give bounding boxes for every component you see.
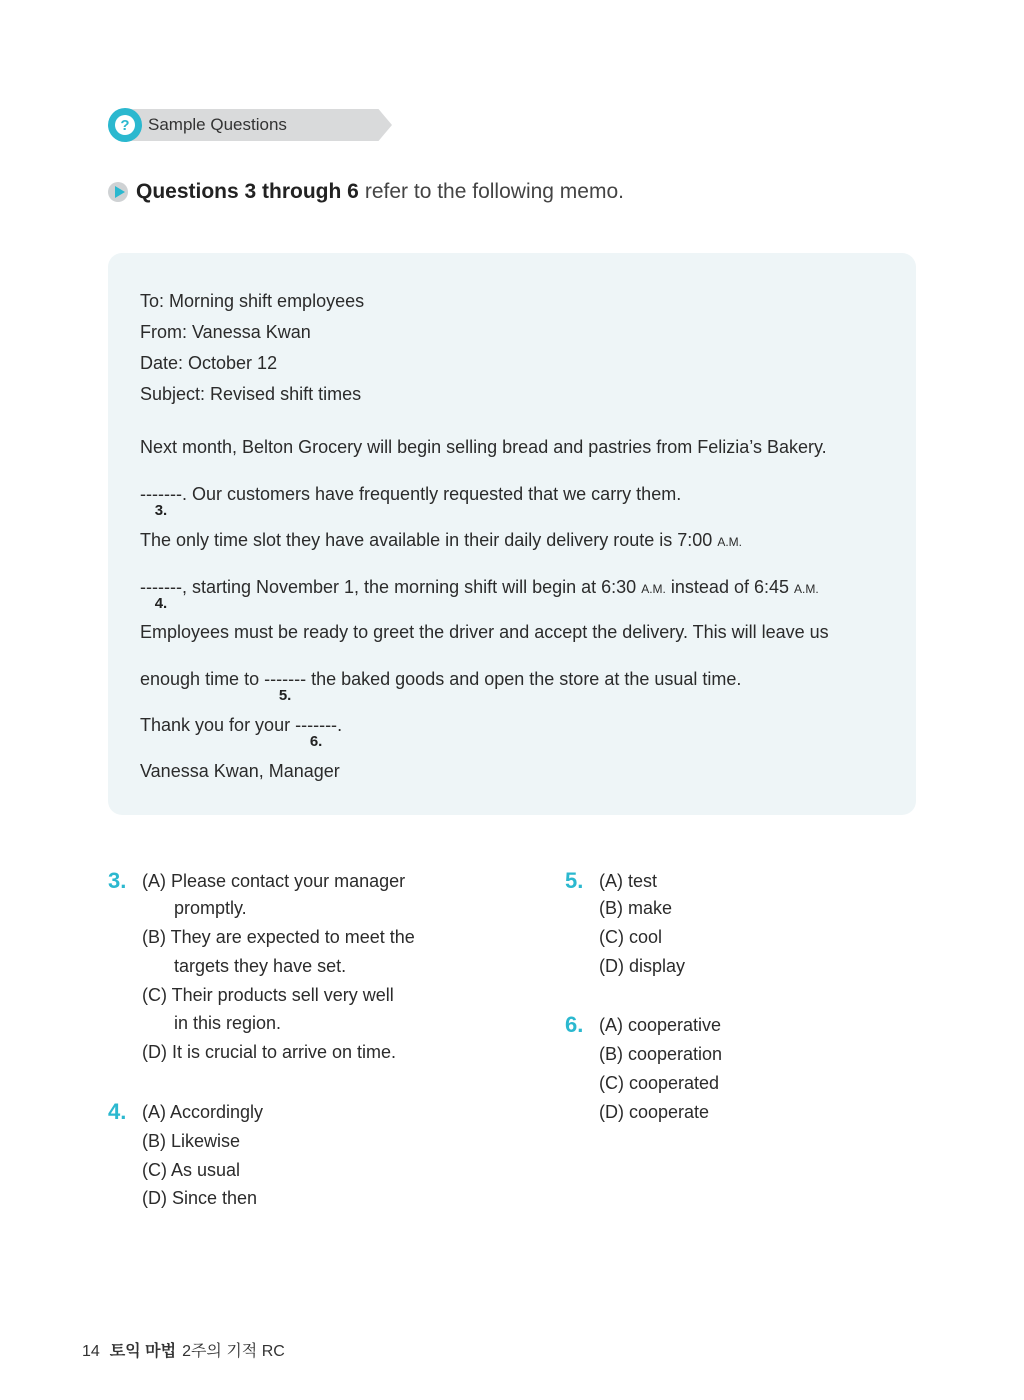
page-footer (82, 1338, 285, 1361)
memo-from: From: Vanessa Kwan (140, 322, 311, 342)
memo-line-2 (140, 484, 682, 519)
tag-label: Sample Questions (148, 115, 287, 134)
blank-number: 5. (278, 687, 292, 704)
memo-line-5: Employees must be ready to greet the driver and accept the delivery. This will leave us (140, 622, 829, 642)
option-a: (A) Accordingly (142, 1102, 264, 1122)
option-a-cont: promptly. (174, 898, 247, 918)
option-b: (B) cooperation (599, 1044, 723, 1064)
option-c-cont: in this region. (174, 1013, 282, 1033)
memo-paragraph-1: Next month, Belton Grocery will begin selling bread and pastries from Felizia’s Bakery. (140, 437, 827, 457)
play-icon (108, 182, 128, 202)
blank-6: ------- 6. (295, 715, 338, 750)
memo-to: To: Morning shift employees (140, 291, 365, 311)
option-d: (D) Since then (142, 1188, 258, 1208)
option-c: (C) Their products sell very well (142, 985, 394, 1005)
memo-line-6: enough time to ------- 5. the baked goods and open the store at the usual time. (140, 669, 742, 704)
am-label: A.M. (641, 582, 666, 596)
option-c: (C) As usual (142, 1160, 241, 1180)
question-number: 6. (565, 1012, 584, 1037)
am-label: A.M. (717, 535, 742, 549)
option-b: (B) They are expected to meet the (142, 927, 415, 947)
blank-number: 3. (154, 502, 168, 519)
memo-line-3: The only time slot they have available in their daily delivery route is 7:00 A.M. (140, 530, 742, 550)
blank-5: ------- 5. (264, 669, 307, 704)
option-b: (B) make (599, 898, 673, 918)
blank-4: ------- 4. (140, 577, 182, 612)
question-number: 5. (565, 868, 584, 893)
option-c: (C) cooperated (599, 1073, 720, 1093)
memo-line-7: Thank you for your ------- 6. . (140, 715, 343, 750)
blank-3: ------- 3. (140, 484, 182, 519)
memo-signature: Vanessa Kwan, Manager (140, 761, 340, 781)
option-a: (A) cooperative (599, 1015, 722, 1035)
option-d: (D) cooperate (599, 1102, 710, 1122)
option-d: (D) display (599, 956, 686, 976)
memo-date: Date: October 12 (140, 353, 278, 373)
page-number: 14 (82, 1343, 100, 1360)
memo-subject: Subject: Revised shift times (140, 384, 362, 404)
question-number: 3. (108, 868, 127, 893)
option-b-cont: targets they have set. (174, 956, 347, 976)
memo-line-4: ------- 4. , starting November 1, the morning shift will begin at 6:30 A.M. instead of 6:45 A.M. (140, 577, 819, 612)
heading-bold: Questions 3 through 6 (136, 180, 359, 203)
blank-number: 4. (154, 595, 168, 612)
book-title-rest: 2주의 기적 RC (182, 1343, 285, 1360)
am-label: A.M. (794, 582, 819, 596)
book-title-bold: 토익 마법 (109, 1343, 177, 1360)
memo-line-2-text: . Our customers have frequently requested that we carry them. (181, 484, 682, 504)
questions-heading (108, 180, 624, 204)
option-a: (A) test (599, 871, 658, 891)
option-a: (A) Please contact your manager (142, 871, 406, 891)
option-c: (C) cool (599, 927, 663, 947)
option-d: (D) It is crucial to arrive on time. (142, 1042, 397, 1062)
heading-rest: refer to the following memo. (364, 180, 624, 203)
memo-box (108, 253, 916, 815)
option-b: (B) Likewise (142, 1131, 241, 1151)
blank-number: 6. (309, 733, 323, 750)
question-icon: ? (108, 108, 142, 142)
question-number: 4. (108, 1099, 127, 1124)
